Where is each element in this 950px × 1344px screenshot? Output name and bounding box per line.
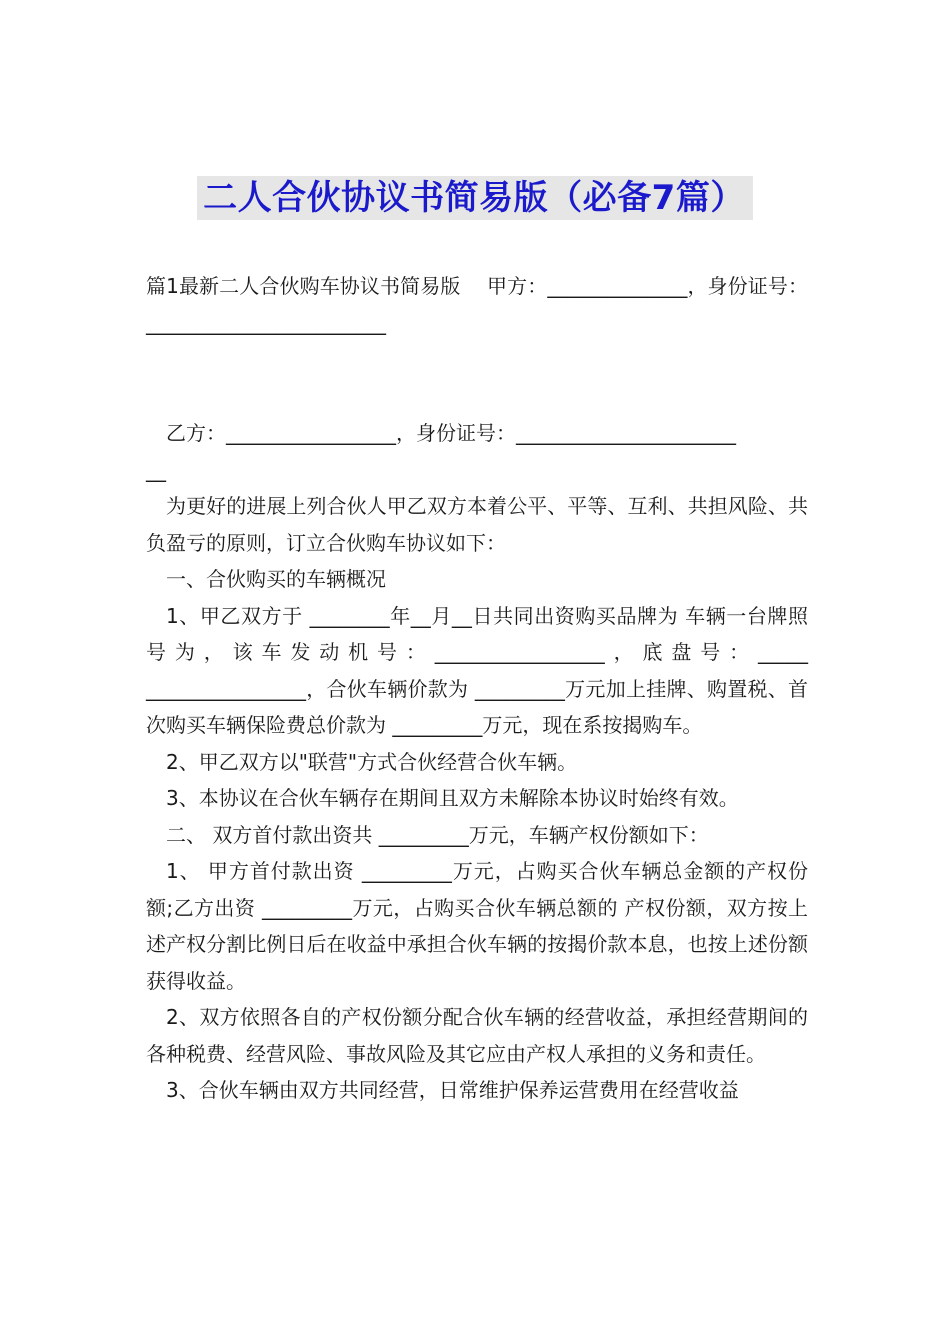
section-heading-1: 一、合伙购买的车辆概况 xyxy=(166,567,386,591)
document-title: 二人合伙协议书简易版（必备7篇） xyxy=(197,176,753,220)
clause-1-3: 3、本协议在合伙车辆存在期间且双方未解除本协议时始终有效。 xyxy=(166,786,739,810)
paragraph-party-b: 乙方：_________________，身份证号：______________________ xyxy=(166,421,736,445)
blank-space xyxy=(146,341,808,415)
clause-2-2: 2、双方依照各自的产权份额分配合伙车辆的经营收益，承担经营期间的各种税费、经营风险、事故风险及其它应由产权人承担的义务和责任。 xyxy=(146,1005,808,1066)
clause-2-3: 3、合伙车辆由双方共同经营，日常维护保养运营费用在经营收益 xyxy=(166,1078,739,1102)
section-heading-2: 二、 双方首付款出资共 _________万元，车辆产权份额如下： xyxy=(166,822,709,847)
paragraph-party-b-cont: __ xyxy=(146,457,166,482)
clause-1-1: 1、甲乙双方于 ________年__月__日共同出资购买品牌为 车辆一台牌照号为，该车发动机号：_________________，底盘号：_____ ________________，合伙车辆价款为 _________万元加上挂牌、购置税、首次购买车辆保险费总价款为 _________万元，现在系按揭购车。 xyxy=(146,603,808,737)
title-wrap xyxy=(0,176,950,220)
clause-1-2: 2、甲乙双方以"联营"方式合伙经营合伙车辆。 xyxy=(166,749,578,774)
paragraph-preamble: 为更好的进展上列合伙人甲乙双方本着公平、平等、互利、共担风险、共负盈亏的原则，订立合伙购车协议如下： xyxy=(146,494,808,555)
paragraph-party-a: 篇1最新二人合伙购车协议书简易版 甲方：______________，身份证号：________________________ xyxy=(146,274,808,335)
clause-2-1: 1、 甲方首付款出资 _________万元，占购买合伙车辆总金额的产权份额;乙方出资 _________万元，占购买合伙车辆总额的 产权份额，双方按上述产权分割比例日后在收益中承担合伙车辆的按揭价款本息，也按上述份额获得收益。 xyxy=(146,859,808,993)
document-body xyxy=(146,268,808,1109)
